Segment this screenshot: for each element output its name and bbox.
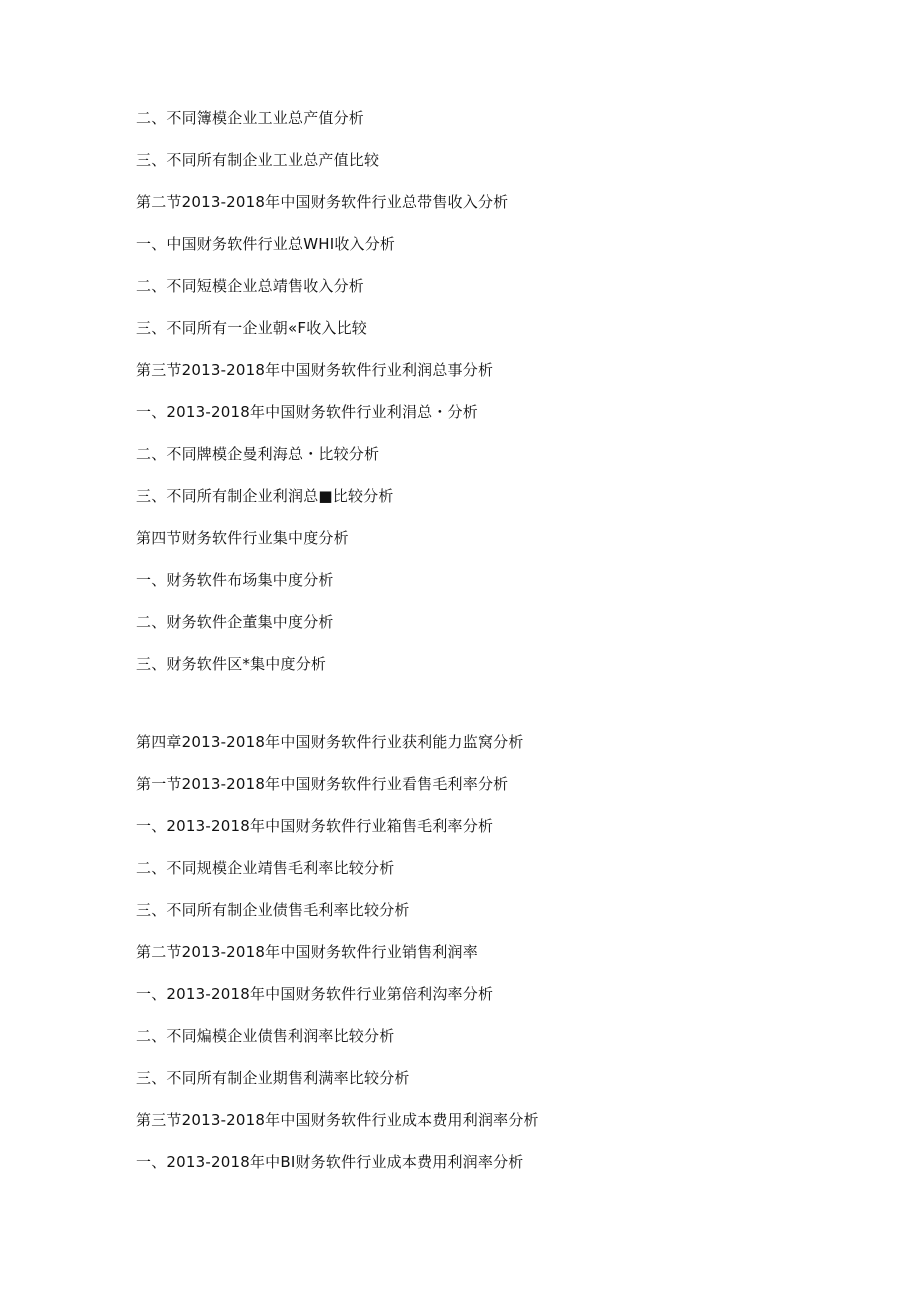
toc-entry: 二、财务软件企董集中度分析 (136, 613, 334, 631)
toc-entry: 一、财务软件布场集中度分析 (136, 571, 334, 589)
toc-section-heading: 第一节2013-2018年中国财务软件行业看售毛利率分析 (136, 775, 509, 793)
toc-section-heading: 第四节财务软件行业集中度分析 (136, 529, 349, 547)
toc-entry: 一、2013-2018年中国财务软件行业箱售毛利率分析 (136, 817, 494, 835)
toc-entry: 二、不同牌模企曼利海总・比较分析 (136, 445, 380, 463)
toc-entry: 三、不同所有制企业债售毛利率比较分析 (136, 901, 410, 919)
toc-entry: 三、不同所有制企业工业总产值比较 (136, 151, 380, 169)
toc-entry: 二、不同煸模企业债售利润率比较分析 (136, 1027, 395, 1045)
toc-entry: 一、2013-2018年中国财务软件行业第倍利沟率分析 (136, 985, 494, 1003)
toc-entry: 三、不同所有制企业期售利满率比较分析 (136, 1069, 410, 1087)
toc-entry: 三、不同所有一企业朝«F收入比较 (136, 319, 368, 337)
toc-chapter-heading: 第四章2013-2018年中国财务软件行业获利能力监窝分析 (136, 733, 524, 751)
toc-entry: 二、不同规模企业靖售毛利率比较分析 (136, 859, 395, 877)
toc-section-heading: 第二节2013-2018年中国财务软件行业销售利润率 (136, 943, 478, 961)
toc-entry: 一、中国财务软件行业总WHI收入分析 (136, 235, 396, 253)
toc-entry: 一、2013-2018年中BI财务软件行业成本费用利润率分析 (136, 1153, 524, 1171)
toc-entry: 三、不同所有制企业利润总■比较分析 (136, 487, 394, 505)
toc-entry: 三、财务软件区*集中度分析 (136, 655, 327, 673)
toc-section-heading: 第三节2013-2018年中国财务软件行业成本费用利润率分析 (136, 1111, 539, 1129)
toc-entry: 二、不同簿模企业工业总产值分析 (136, 109, 365, 127)
toc-entry: 二、不同短模企业总靖售收入分析 (136, 277, 365, 295)
toc-section-heading: 第二节2013-2018年中国财务软件行业总带售收入分析 (136, 193, 509, 211)
toc-entry: 一、2013-2018年中国财务软件行业利涓总・分析 (136, 403, 478, 421)
toc-section-heading: 第三节2013-2018年中国财务软件行业利润总事分析 (136, 361, 494, 379)
